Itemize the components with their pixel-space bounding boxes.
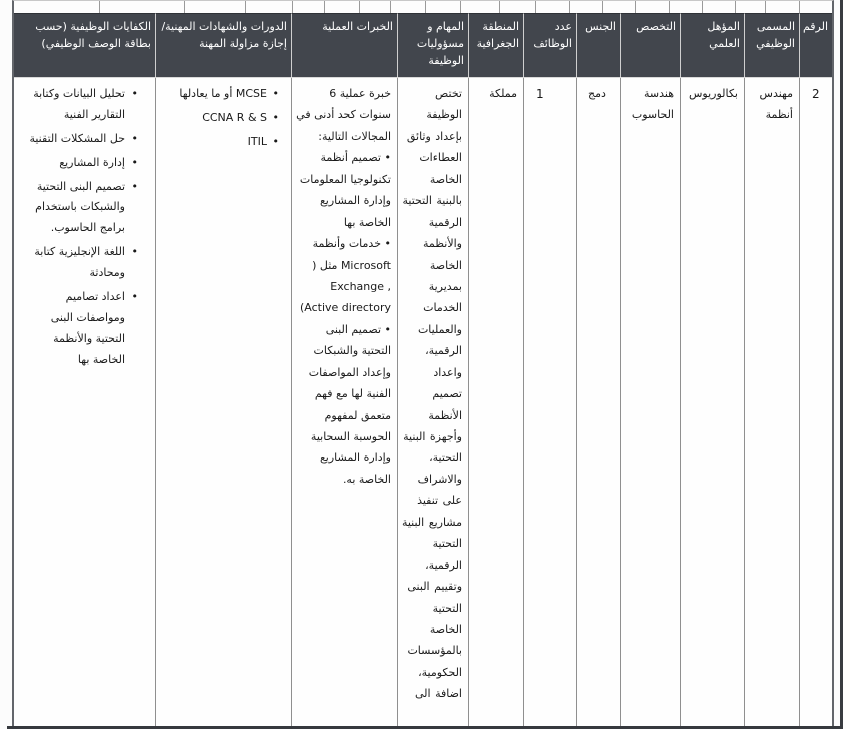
column-competencies [14,13,155,729]
cell-positions-count [523,78,576,729]
job-description-table [12,13,834,729]
experience-item: • تصميم البنى التحتية والشبكات وإعداد المواصفات الفنية لها مع فهم متعمق لمفهوم الحوسبة السحابية وإدارة المشاريع الخاصة به. [295,319,391,491]
column-number [799,13,832,729]
cell-gender: دمج [576,78,620,729]
competency-item: • إدارة المشاريع [19,153,145,174]
column-region [468,13,523,729]
column-specialization [620,13,680,729]
cell-certificates [155,78,291,729]
cell-specialization: هندسة الحاسوب [620,78,680,729]
header-cell-job-title: المسمى الوظيفي [744,13,799,78]
cell-experience [291,78,397,729]
header-cell-competencies: الكفايات الوظيفية (حسب بطاقة الوصف الوظيفي) [14,13,155,78]
page-right-edge [840,0,843,729]
header-cell-duties: المهام و مسؤوليات الوظيفة [397,13,468,78]
column-positions-count [523,13,576,729]
header-cell-specialization: التخصص [620,13,680,78]
competency-item: • اعداد تصاميم ومواصفات البنى التحتية والأنظمة الخاصة بها [19,287,145,371]
row-number-value: 2 [812,87,820,101]
duties-text: تختص الوظيفة بإعداد وثائق العطاءات الخاصة بالبنية التحتية الرقمية والأنظمة الخاصة بمديرية الخدمات والعمليات الرقمية، واعداد تصميم الأنظمة وأجهزة البنية التحتية، والاشراف على تنفيذ مشاريع البنية التحتية الرقمية، وتقييم البنى التحتية الخاصة بالمؤسسات الحكومية، اضافة الى [401,87,462,701]
column-job-title [744,13,799,729]
column-gender [576,13,620,729]
header-cell-number: الرقم [799,13,832,78]
cell-duties [397,78,468,729]
header-cell-gender: الجنس [576,13,620,78]
competency-item: • اللغة الإنجليزية كتابة ومحادثة [19,242,145,284]
cell-competencies [14,78,155,729]
competency-item: • حل المشكلات التقنية [19,129,145,150]
header-cell-region: المنطقة الجغرافية [468,13,523,78]
certificates-list [159,83,285,153]
cell-qualification: بكالوريوس [680,78,744,729]
header-cell-certificates: الدورات والشهادات المهنية/إجازة مزاولة المهنة [155,13,291,78]
certificate-item: • ITIL [161,132,281,153]
competencies-list [17,83,149,371]
column-experience [291,13,397,729]
experience-intro: خبرة عملية 6 سنوات كحد أدنى في المجالات التالية: [296,87,391,143]
experience-item: • خدمات وأنظمة Microsoft مثل ( Exchange , Active directory) [295,233,391,319]
competency-item: • تحليل البيانات وكتابة التقارير الفنية [19,84,145,126]
header-cell-experience: الخبرات العملية [291,13,397,78]
certificate-item: • MCSE أو ما يعادلها [161,84,281,105]
previous-row-fragment [12,0,834,13]
column-duties [397,13,468,729]
column-qualification [680,13,744,729]
experience-item: • تصميم أنظمة تكنولوجيا المعلومات وإدارة المشاريع الخاصة بها [295,147,391,233]
certificate-item: • CCNA R & S [161,108,281,129]
header-cell-positions-count: عدد الوظائف [523,13,576,78]
cell-job-title: مهندس أنظمة [744,78,799,729]
header-cell-qualification: المؤهل العلمي [680,13,744,78]
cell-number [799,78,832,729]
cell-region: مملكة [468,78,523,729]
competency-item: • تصميم البنى التحتية والشبكات باستخدام برامج الحاسوب. [19,177,145,240]
column-certificates [155,13,291,729]
positions-count-value: 1 [536,87,544,101]
